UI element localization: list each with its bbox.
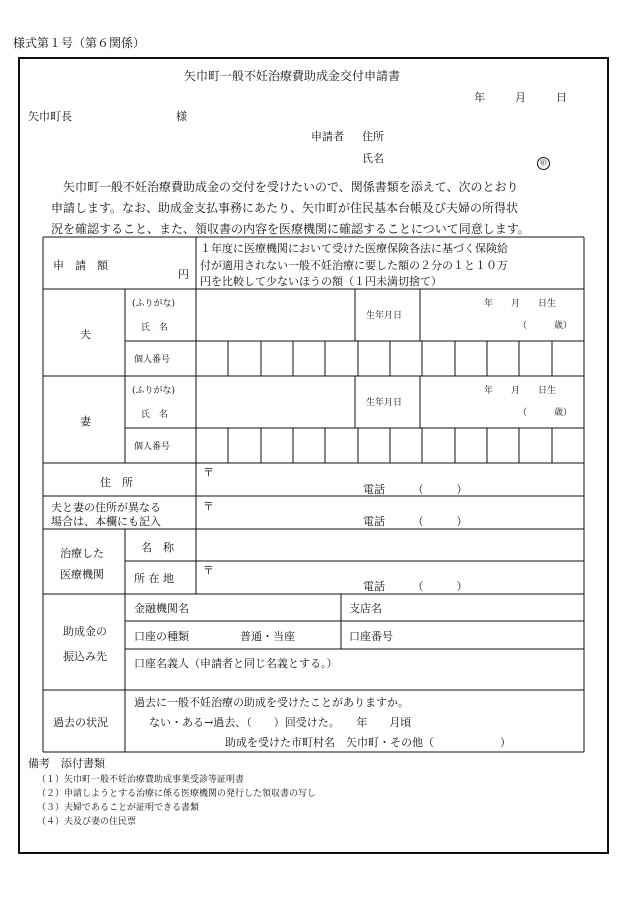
husband-birth-label: 生年月日 bbox=[366, 311, 403, 321]
bank-institution-label: 金融機関名 bbox=[134, 602, 189, 615]
applicant-address-label: 住所 bbox=[362, 130, 384, 143]
bank-branch-label: 支店名 bbox=[349, 602, 382, 615]
date-day: 日 bbox=[556, 91, 567, 104]
separate-address-label-1: 夫と妻の住所が異なる bbox=[51, 501, 161, 514]
separate-address-phone: 電話 （ ） bbox=[363, 515, 468, 528]
remarks-item-4: （４）夫及び妻の住民票 bbox=[37, 817, 137, 827]
husband-name-label: 氏 名 bbox=[141, 323, 169, 333]
applicant-name-label: 氏名 bbox=[362, 152, 384, 165]
remarks-item-2: （２）申請しようとする治療に係る医療機関の発行した領収書の写し bbox=[37, 789, 317, 799]
address-phone: 電話 （ ） bbox=[363, 483, 468, 496]
past-label: 過去の状況 bbox=[53, 716, 108, 729]
amount-unit: 円 bbox=[178, 268, 189, 281]
clinic-label-2: 医療機関 bbox=[60, 568, 104, 581]
bank-account-type-value: 普通・当座 bbox=[240, 630, 295, 643]
husband-age: （ 歳） bbox=[518, 321, 573, 331]
remarks-title: 備考 添付書類 bbox=[28, 757, 105, 770]
remarks-item-1: （１）矢巾町一般不妊治療費助成事業受診等証明書 bbox=[37, 775, 245, 785]
intro-line-3: 況を確認すること、また、領収書の内容を医療機関に確認することについて同意します。 bbox=[51, 222, 530, 236]
wife-age: （ 歳） bbox=[518, 408, 573, 418]
past-line-2: ない・ある→過去、（ ）回受けた。 年 月頃 bbox=[149, 716, 412, 729]
separate-address-label-2: 場合は、本欄にも記入 bbox=[51, 515, 161, 528]
applicant-label: 申請者 bbox=[311, 130, 344, 143]
husband-birth-ymd: 年 月 日生 bbox=[484, 299, 557, 309]
husband-furigana-label: (ふりがな) bbox=[132, 299, 176, 309]
remarks-item-3: （３）夫婦であることが証明できる書類 bbox=[37, 803, 200, 813]
separate-address-postal: 〒 bbox=[203, 500, 214, 513]
date-month: 月 bbox=[515, 91, 526, 104]
amount-note-3: 円を比較して少ないほうの額（１円未満切捨て） bbox=[200, 275, 442, 288]
bank-account-type-label: 口座の種類 bbox=[134, 630, 189, 643]
husband-label: 夫 bbox=[80, 328, 91, 341]
amount-note-1: １年度に医療機関において受けた医療保険各法に基づく保険給 bbox=[200, 242, 508, 255]
intro-line-2: 申請します。なお、助成金支払事務にあたり、矢巾町が住民基本台帳及び夫婦の所得状 bbox=[51, 201, 519, 215]
address-postal: 〒 bbox=[203, 466, 214, 479]
date-year: 年 bbox=[474, 91, 485, 104]
bank-label-1: 助成金の bbox=[63, 625, 107, 638]
amount-note-2: 付が適用されない一般不妊治療に要した額の２分の１と１０万 bbox=[200, 259, 508, 272]
form-number: 様式第１号（第６関係） bbox=[13, 36, 146, 50]
wife-birth-ymd: 年 月 日生 bbox=[484, 386, 557, 396]
bank-label-2: 振込み先 bbox=[63, 650, 107, 663]
wife-furigana-label: (ふりがな) bbox=[132, 386, 176, 396]
form-title: 矢巾町一般不妊治療費助成金交付申請書 bbox=[184, 69, 401, 83]
bank-account-number-label: 口座番号 bbox=[349, 630, 393, 643]
husband-mynumber-label: 個人番号 bbox=[134, 355, 171, 365]
address-label: 住 所 bbox=[100, 476, 133, 489]
wife-name-label: 氏 名 bbox=[141, 410, 169, 420]
past-line-3: 助成を受けた市町村名 矢巾町・その他（ ） bbox=[225, 736, 511, 749]
wife-mynumber-label: 個人番号 bbox=[134, 442, 171, 452]
clinic-name-label: 名 称 bbox=[141, 541, 174, 554]
addressee-honorific: 様 bbox=[176, 110, 187, 123]
seal-mark bbox=[537, 150, 550, 170]
bank-holder-label: 口座名義人（申請者と同じ名義とする。） bbox=[134, 657, 338, 670]
amount-label: 申 請 額 bbox=[53, 259, 108, 272]
clinic-label-1: 治療した bbox=[60, 547, 104, 560]
past-line-1: 過去に一般不妊治療の助成を受けたことがありますか。 bbox=[134, 696, 409, 709]
wife-birth-label: 生年月日 bbox=[366, 398, 403, 408]
clinic-phone: 電話 （ ） bbox=[363, 580, 468, 593]
addressee-name: 矢巾町長 bbox=[28, 110, 72, 123]
wife-label: 妻 bbox=[80, 415, 91, 428]
clinic-postal: 〒 bbox=[203, 564, 214, 577]
clinic-location-label: 所 在 地 bbox=[134, 572, 174, 585]
seal-mark-text: ㊞ bbox=[537, 157, 550, 170]
intro-line-1: 矢巾町一般不妊治療費助成金の交付を受けたいので、関係書類を添えて、次のとおり bbox=[63, 180, 519, 194]
